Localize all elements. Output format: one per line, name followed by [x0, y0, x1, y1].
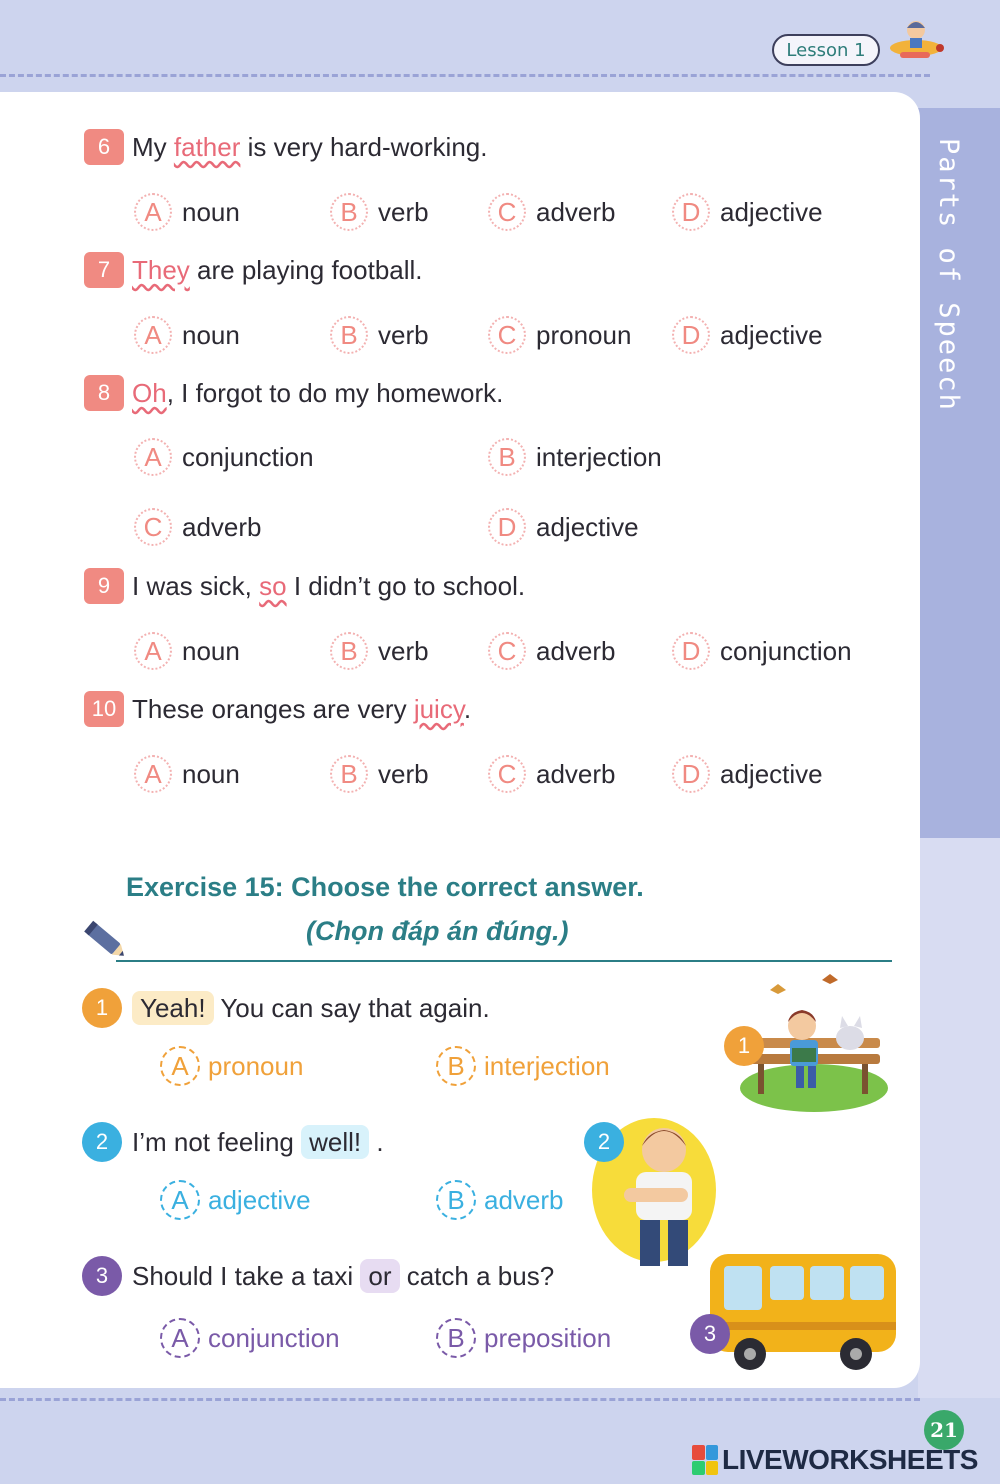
option-label: verb — [378, 319, 429, 350]
option-letter: B — [330, 755, 368, 793]
question-text: My father is very hard-working. — [132, 131, 488, 162]
exercise-subtitle: (Chọn đáp án đúng.) — [306, 916, 569, 946]
option-letter: B — [436, 1318, 476, 1358]
option-letter: D — [672, 193, 710, 231]
liveworksheets-brand: LIVEWORKSHEETS — [692, 1444, 978, 1476]
exercise-option-2-b[interactable] — [436, 1180, 564, 1220]
question-number: 7 — [84, 252, 124, 288]
question-text: Should I take a taxi or catch a bus? — [132, 1260, 555, 1291]
answer-option-6-c[interactable] — [488, 192, 616, 232]
picture-badge-3: 3 — [690, 1314, 730, 1354]
option-letter: C — [488, 632, 526, 670]
side-lower-strip — [918, 838, 1000, 1398]
answer-option-6-d[interactable] — [672, 192, 823, 232]
option-letter: C — [488, 193, 526, 231]
option-letter: B — [436, 1046, 476, 1086]
option-letter: B — [330, 316, 368, 354]
option-letter: A — [134, 632, 172, 670]
option-label: interjection — [484, 1050, 610, 1081]
option-label: conjunction — [182, 441, 314, 472]
answer-option-9-b[interactable] — [330, 631, 429, 671]
option-letter: D — [488, 508, 526, 546]
top-dashed-border — [0, 74, 930, 77]
answer-option-7-d[interactable] — [672, 315, 823, 355]
answer-option-8-c[interactable] — [134, 507, 262, 547]
question-text: I’m not feeling well! . — [132, 1126, 384, 1157]
answer-option-10-c[interactable] — [488, 754, 616, 794]
option-label: adverb — [182, 511, 262, 542]
pilot-plane-icon — [880, 14, 946, 68]
answer-option-6-b[interactable] — [330, 192, 429, 232]
question-number: 3 — [82, 1256, 122, 1296]
option-label: interjection — [536, 441, 662, 472]
option-letter: A — [134, 755, 172, 793]
lesson-badge: Lesson 1 — [772, 34, 880, 66]
picture-badge-2: 2 — [584, 1122, 624, 1162]
option-label: noun — [182, 196, 240, 227]
option-label: conjunction — [208, 1322, 340, 1353]
liveworksheets-logo-icon — [692, 1445, 718, 1475]
option-label: pronoun — [208, 1050, 304, 1081]
highlighted-word: or — [360, 1259, 399, 1293]
option-letter: B — [488, 438, 526, 476]
question-number: 6 — [84, 129, 124, 165]
option-label: pronoun — [536, 319, 632, 350]
option-letter: D — [672, 632, 710, 670]
exercise-option-3-b[interactable] — [436, 1318, 611, 1358]
target-word: father — [173, 131, 241, 162]
exercise-option-3-a[interactable] — [160, 1318, 340, 1358]
highlighted-word: well! — [301, 1125, 369, 1159]
option-letter: B — [330, 193, 368, 231]
question-9 — [84, 567, 525, 605]
side-tab — [918, 108, 1000, 838]
option-label: verb — [378, 635, 429, 666]
option-label: adverb — [536, 196, 616, 227]
answer-option-7-b[interactable] — [330, 315, 429, 355]
option-label: verb — [378, 758, 429, 789]
option-label: adjective — [720, 196, 823, 227]
answer-option-7-c[interactable] — [488, 315, 631, 355]
option-label: noun — [182, 758, 240, 789]
picture-badge-1: 1 — [724, 1026, 764, 1066]
answer-option-10-b[interactable] — [330, 754, 429, 794]
option-label: adverb — [484, 1184, 564, 1215]
question-number: 8 — [84, 375, 124, 411]
answer-option-7-a[interactable] — [134, 315, 240, 355]
option-letter: A — [134, 438, 172, 476]
option-label: verb — [378, 196, 429, 227]
question-text: They are playing football. — [132, 254, 423, 285]
answer-option-10-a[interactable] — [134, 754, 240, 794]
answer-option-10-d[interactable] — [672, 754, 823, 794]
target-word: juicy — [413, 693, 464, 724]
option-letter: A — [134, 316, 172, 354]
question-text: I was sick, so I didn’t go to school. — [132, 570, 526, 601]
answer-option-8-a[interactable] — [134, 437, 314, 477]
option-letter: B — [436, 1180, 476, 1220]
question-6 — [84, 128, 487, 166]
option-letter: C — [488, 316, 526, 354]
option-letter: C — [488, 755, 526, 793]
yellow-bus-illustration — [700, 1242, 904, 1378]
page-number: 21 — [924, 1410, 964, 1450]
option-letter: B — [330, 632, 368, 670]
target-word: They — [132, 254, 190, 285]
option-letter: D — [672, 755, 710, 793]
question-text: Oh, I forgot to do my homework. — [132, 377, 504, 408]
answer-option-9-c[interactable] — [488, 631, 616, 671]
exercise-question-2 — [82, 1120, 384, 1164]
question-7 — [84, 251, 423, 289]
exercise-option-1-a[interactable] — [160, 1046, 303, 1086]
question-number: 2 — [82, 1122, 122, 1162]
option-label: adjective — [720, 758, 823, 789]
question-10 — [84, 690, 471, 728]
question-number: 1 — [82, 988, 122, 1028]
exercise-divider — [116, 960, 892, 962]
pencil-icon — [78, 914, 130, 964]
option-label: preposition — [484, 1322, 612, 1353]
question-number: 9 — [84, 568, 124, 604]
option-label: adjective — [208, 1184, 311, 1215]
option-letter: D — [672, 316, 710, 354]
side-tab-label: Parts of Speech — [933, 138, 964, 412]
exercise-title: Exercise 15: Choose the correct answer. — [126, 872, 644, 902]
option-label: adjective — [536, 511, 639, 542]
question-text: These oranges are very juicy. — [132, 693, 472, 724]
exercise-option-1-b[interactable] — [436, 1046, 610, 1086]
question-8 — [84, 374, 503, 412]
exercise-option-2-a[interactable] — [160, 1180, 311, 1220]
option-label: noun — [182, 635, 240, 666]
answer-option-8-b[interactable] — [488, 437, 662, 477]
option-label: adverb — [536, 758, 616, 789]
answer-option-9-d[interactable] — [672, 631, 852, 671]
option-label: adverb — [536, 635, 616, 666]
option-letter: A — [160, 1318, 200, 1358]
option-letter: A — [160, 1180, 200, 1220]
exercise-question-1 — [82, 986, 490, 1030]
option-letter: A — [160, 1046, 200, 1086]
question-text: Yeah! You can say that again. — [132, 993, 490, 1024]
question-number: 10 — [84, 691, 124, 727]
option-label: conjunction — [720, 635, 852, 666]
target-word: Oh — [132, 377, 167, 408]
answer-option-9-a[interactable] — [134, 631, 240, 671]
answer-option-6-a[interactable] — [134, 192, 240, 232]
answer-option-8-d[interactable] — [488, 507, 639, 547]
highlighted-word: Yeah! — [132, 991, 214, 1025]
target-word: so — [259, 570, 287, 601]
bottom-dashed-border — [0, 1398, 920, 1401]
option-letter: A — [134, 193, 172, 231]
option-label: adjective — [720, 319, 823, 350]
exercise-question-3 — [82, 1254, 554, 1298]
option-label: noun — [182, 319, 240, 350]
option-letter: C — [134, 508, 172, 546]
